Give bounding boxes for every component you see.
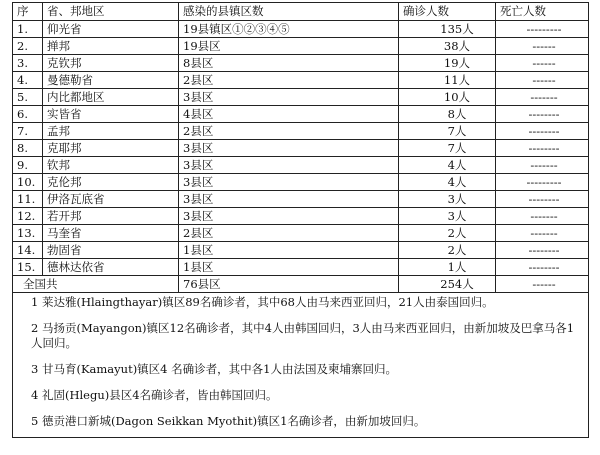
row-deaths xyxy=(496,21,589,38)
row-districts: 2县区 xyxy=(179,225,399,242)
row-deaths xyxy=(496,38,589,55)
row-deaths-text: ------ xyxy=(532,55,556,70)
row-deaths xyxy=(496,89,589,106)
total-row xyxy=(13,276,589,293)
row-confirmed xyxy=(399,55,496,72)
row-region: 内比都地区 xyxy=(43,89,179,106)
row-number: 4. xyxy=(13,72,43,89)
row-confirmed-text: 4人 xyxy=(447,157,467,172)
row-deaths-text: ------- xyxy=(530,89,558,104)
row-districts: 19县区 xyxy=(179,38,399,55)
note-3: 3 甘马育(Kamayut)镇区4 名确诊者，其中各1人由法国及柬埔寨回归。 xyxy=(31,362,397,376)
header-districts: 感染的县镇区数 xyxy=(179,3,399,21)
row-number: 10. xyxy=(13,174,43,191)
header-row xyxy=(13,3,589,21)
table-row xyxy=(13,140,589,157)
row-confirmed-text: 3人 xyxy=(447,208,467,223)
row-number: 1. xyxy=(13,21,43,38)
row-confirmed-text: 135人 xyxy=(440,21,474,36)
notes-cell xyxy=(13,293,589,438)
row-number: 8. xyxy=(13,140,43,157)
row-confirmed xyxy=(399,38,496,55)
row-confirmed-text: 1人 xyxy=(447,259,467,274)
total-confirmed-text: 254人 xyxy=(440,276,474,291)
row-deaths-text: ------ xyxy=(532,72,556,87)
row-confirmed-text: 8人 xyxy=(447,106,467,121)
row-number: 6. xyxy=(13,106,43,123)
row-confirmed-text: 7人 xyxy=(447,123,467,138)
row-confirmed xyxy=(399,106,496,123)
table-row xyxy=(13,38,589,55)
row-confirmed-text: 10人 xyxy=(443,89,471,104)
row-number: 2. xyxy=(13,38,43,55)
note-4: 4 礼固(Hlegu)县区4名确诊者，皆由韩国回归。 xyxy=(31,388,278,402)
row-deaths xyxy=(496,157,589,174)
row-deaths xyxy=(496,140,589,157)
row-confirmed-text: 2人 xyxy=(447,242,467,257)
row-deaths-text: -------- xyxy=(528,259,560,274)
table-row xyxy=(13,208,589,225)
row-districts: 19县镇区①②③④⑤ xyxy=(179,21,399,38)
row-deaths xyxy=(496,225,589,242)
row-number: 12. xyxy=(13,208,43,225)
table-row xyxy=(13,259,589,276)
table-row xyxy=(13,106,589,123)
row-number: 7. xyxy=(13,123,43,140)
row-confirmed xyxy=(399,225,496,242)
table-body xyxy=(13,21,589,276)
row-confirmed-text: 4人 xyxy=(447,174,467,189)
row-confirmed-text: 38人 xyxy=(443,38,471,53)
row-confirmed-text: 7人 xyxy=(447,140,467,155)
row-districts: 2县区 xyxy=(179,123,399,140)
row-number: 11. xyxy=(13,191,43,208)
total-districts: 76县区 xyxy=(179,276,399,293)
row-deaths xyxy=(496,191,589,208)
row-deaths xyxy=(496,259,589,276)
note-1: 1 莱达雅(Hlaingthayar)镇区89名确诊者，其中68人由马来西亚回归，21人由泰国回归。 xyxy=(31,295,494,309)
total-deaths-text: ------ xyxy=(532,276,556,291)
table-row xyxy=(13,21,589,38)
row-region: 德林达依省 xyxy=(43,259,179,276)
table-row xyxy=(13,174,589,191)
total-label-text: 全国共 xyxy=(23,276,58,291)
row-deaths xyxy=(496,55,589,72)
row-number: 13. xyxy=(13,225,43,242)
table-row xyxy=(13,191,589,208)
header-region: 省、邦地区 xyxy=(43,3,179,21)
note-2: 2 马扬贡(Mayangon)镇区12名确诊者，其中4人由韩国回归，3人由马来西亚回归，由新加坡及巴拿马各1人回归。 xyxy=(31,321,575,350)
row-region: 克钦邦 xyxy=(43,55,179,72)
table-row xyxy=(13,225,589,242)
table-row xyxy=(13,157,589,174)
row-region: 实皆省 xyxy=(43,106,179,123)
row-confirmed xyxy=(399,242,496,259)
row-region: 勃固省 xyxy=(43,242,179,259)
row-number: 9. xyxy=(13,157,43,174)
row-confirmed xyxy=(399,21,496,38)
row-confirmed xyxy=(399,208,496,225)
row-number: 15. xyxy=(13,259,43,276)
row-districts: 3县区 xyxy=(179,89,399,106)
row-region: 孟邦 xyxy=(43,123,179,140)
row-region: 马奎省 xyxy=(43,225,179,242)
row-deaths-text: --------- xyxy=(526,21,562,36)
header-confirmed: 确诊人数 xyxy=(399,3,496,21)
row-confirmed-text: 2人 xyxy=(447,225,467,240)
row-districts: 4县区 xyxy=(179,106,399,123)
row-confirmed xyxy=(399,72,496,89)
row-confirmed-text: 3人 xyxy=(447,191,467,206)
row-deaths-text: -------- xyxy=(528,123,560,138)
row-region: 仰光省 xyxy=(43,21,179,38)
row-districts: 8县区 xyxy=(179,55,399,72)
row-region: 若开邦 xyxy=(43,208,179,225)
table-row xyxy=(13,123,589,140)
row-deaths-text: ------- xyxy=(530,157,558,172)
row-deaths-text: ------- xyxy=(530,208,558,223)
row-deaths-text: -------- xyxy=(528,106,560,121)
row-region: 钦邦 xyxy=(43,157,179,174)
row-confirmed-text: 19人 xyxy=(443,55,471,70)
row-number: 3. xyxy=(13,55,43,72)
row-deaths-text: -------- xyxy=(528,242,560,257)
row-districts: 1县区 xyxy=(179,259,399,276)
row-districts: 3县区 xyxy=(179,191,399,208)
row-number: 5. xyxy=(13,89,43,106)
total-label xyxy=(13,276,179,293)
row-region: 克耶邦 xyxy=(43,140,179,157)
row-deaths xyxy=(496,174,589,191)
row-districts: 3县区 xyxy=(179,174,399,191)
table-row xyxy=(13,72,589,89)
row-districts: 1县区 xyxy=(179,242,399,259)
row-confirmed xyxy=(399,123,496,140)
row-confirmed xyxy=(399,140,496,157)
row-confirmed xyxy=(399,157,496,174)
note-5: 5 德贡港口新城(Dagon Seikkan Myothit)镇区1名确诊者，由新加坡回归。 xyxy=(31,414,426,428)
row-confirmed xyxy=(399,174,496,191)
row-confirmed xyxy=(399,259,496,276)
row-districts: 2县区 xyxy=(179,72,399,89)
row-deaths xyxy=(496,242,589,259)
row-districts: 3县区 xyxy=(179,208,399,225)
row-deaths-text: ------- xyxy=(530,225,558,240)
row-region: 克伦邦 xyxy=(43,174,179,191)
row-deaths xyxy=(496,106,589,123)
table-row xyxy=(13,55,589,72)
notes-row xyxy=(13,293,589,438)
row-region: 伊洛瓦底省 xyxy=(43,191,179,208)
table-row xyxy=(13,89,589,106)
row-region: 掸邦 xyxy=(43,38,179,55)
row-deaths xyxy=(496,123,589,140)
covid-cases-table xyxy=(12,2,589,438)
header-no: 序 xyxy=(13,3,43,21)
table-row xyxy=(13,242,589,259)
row-region: 曼德勒省 xyxy=(43,72,179,89)
row-deaths xyxy=(496,208,589,225)
row-confirmed-text: 11人 xyxy=(443,72,471,87)
row-confirmed xyxy=(399,89,496,106)
row-deaths-text: -------- xyxy=(528,140,560,155)
row-number: 14. xyxy=(13,242,43,259)
row-districts: 3县区 xyxy=(179,140,399,157)
total-confirmed xyxy=(399,276,496,293)
row-districts: 3县区 xyxy=(179,157,399,174)
row-deaths-text: -------- xyxy=(528,191,560,206)
row-deaths-text: --------- xyxy=(526,174,562,189)
document xyxy=(12,2,588,438)
total-deaths xyxy=(496,276,589,293)
row-confirmed xyxy=(399,191,496,208)
header-deaths: 死亡人数 xyxy=(496,3,589,21)
row-deaths-text: ------ xyxy=(532,38,556,53)
row-deaths xyxy=(496,72,589,89)
